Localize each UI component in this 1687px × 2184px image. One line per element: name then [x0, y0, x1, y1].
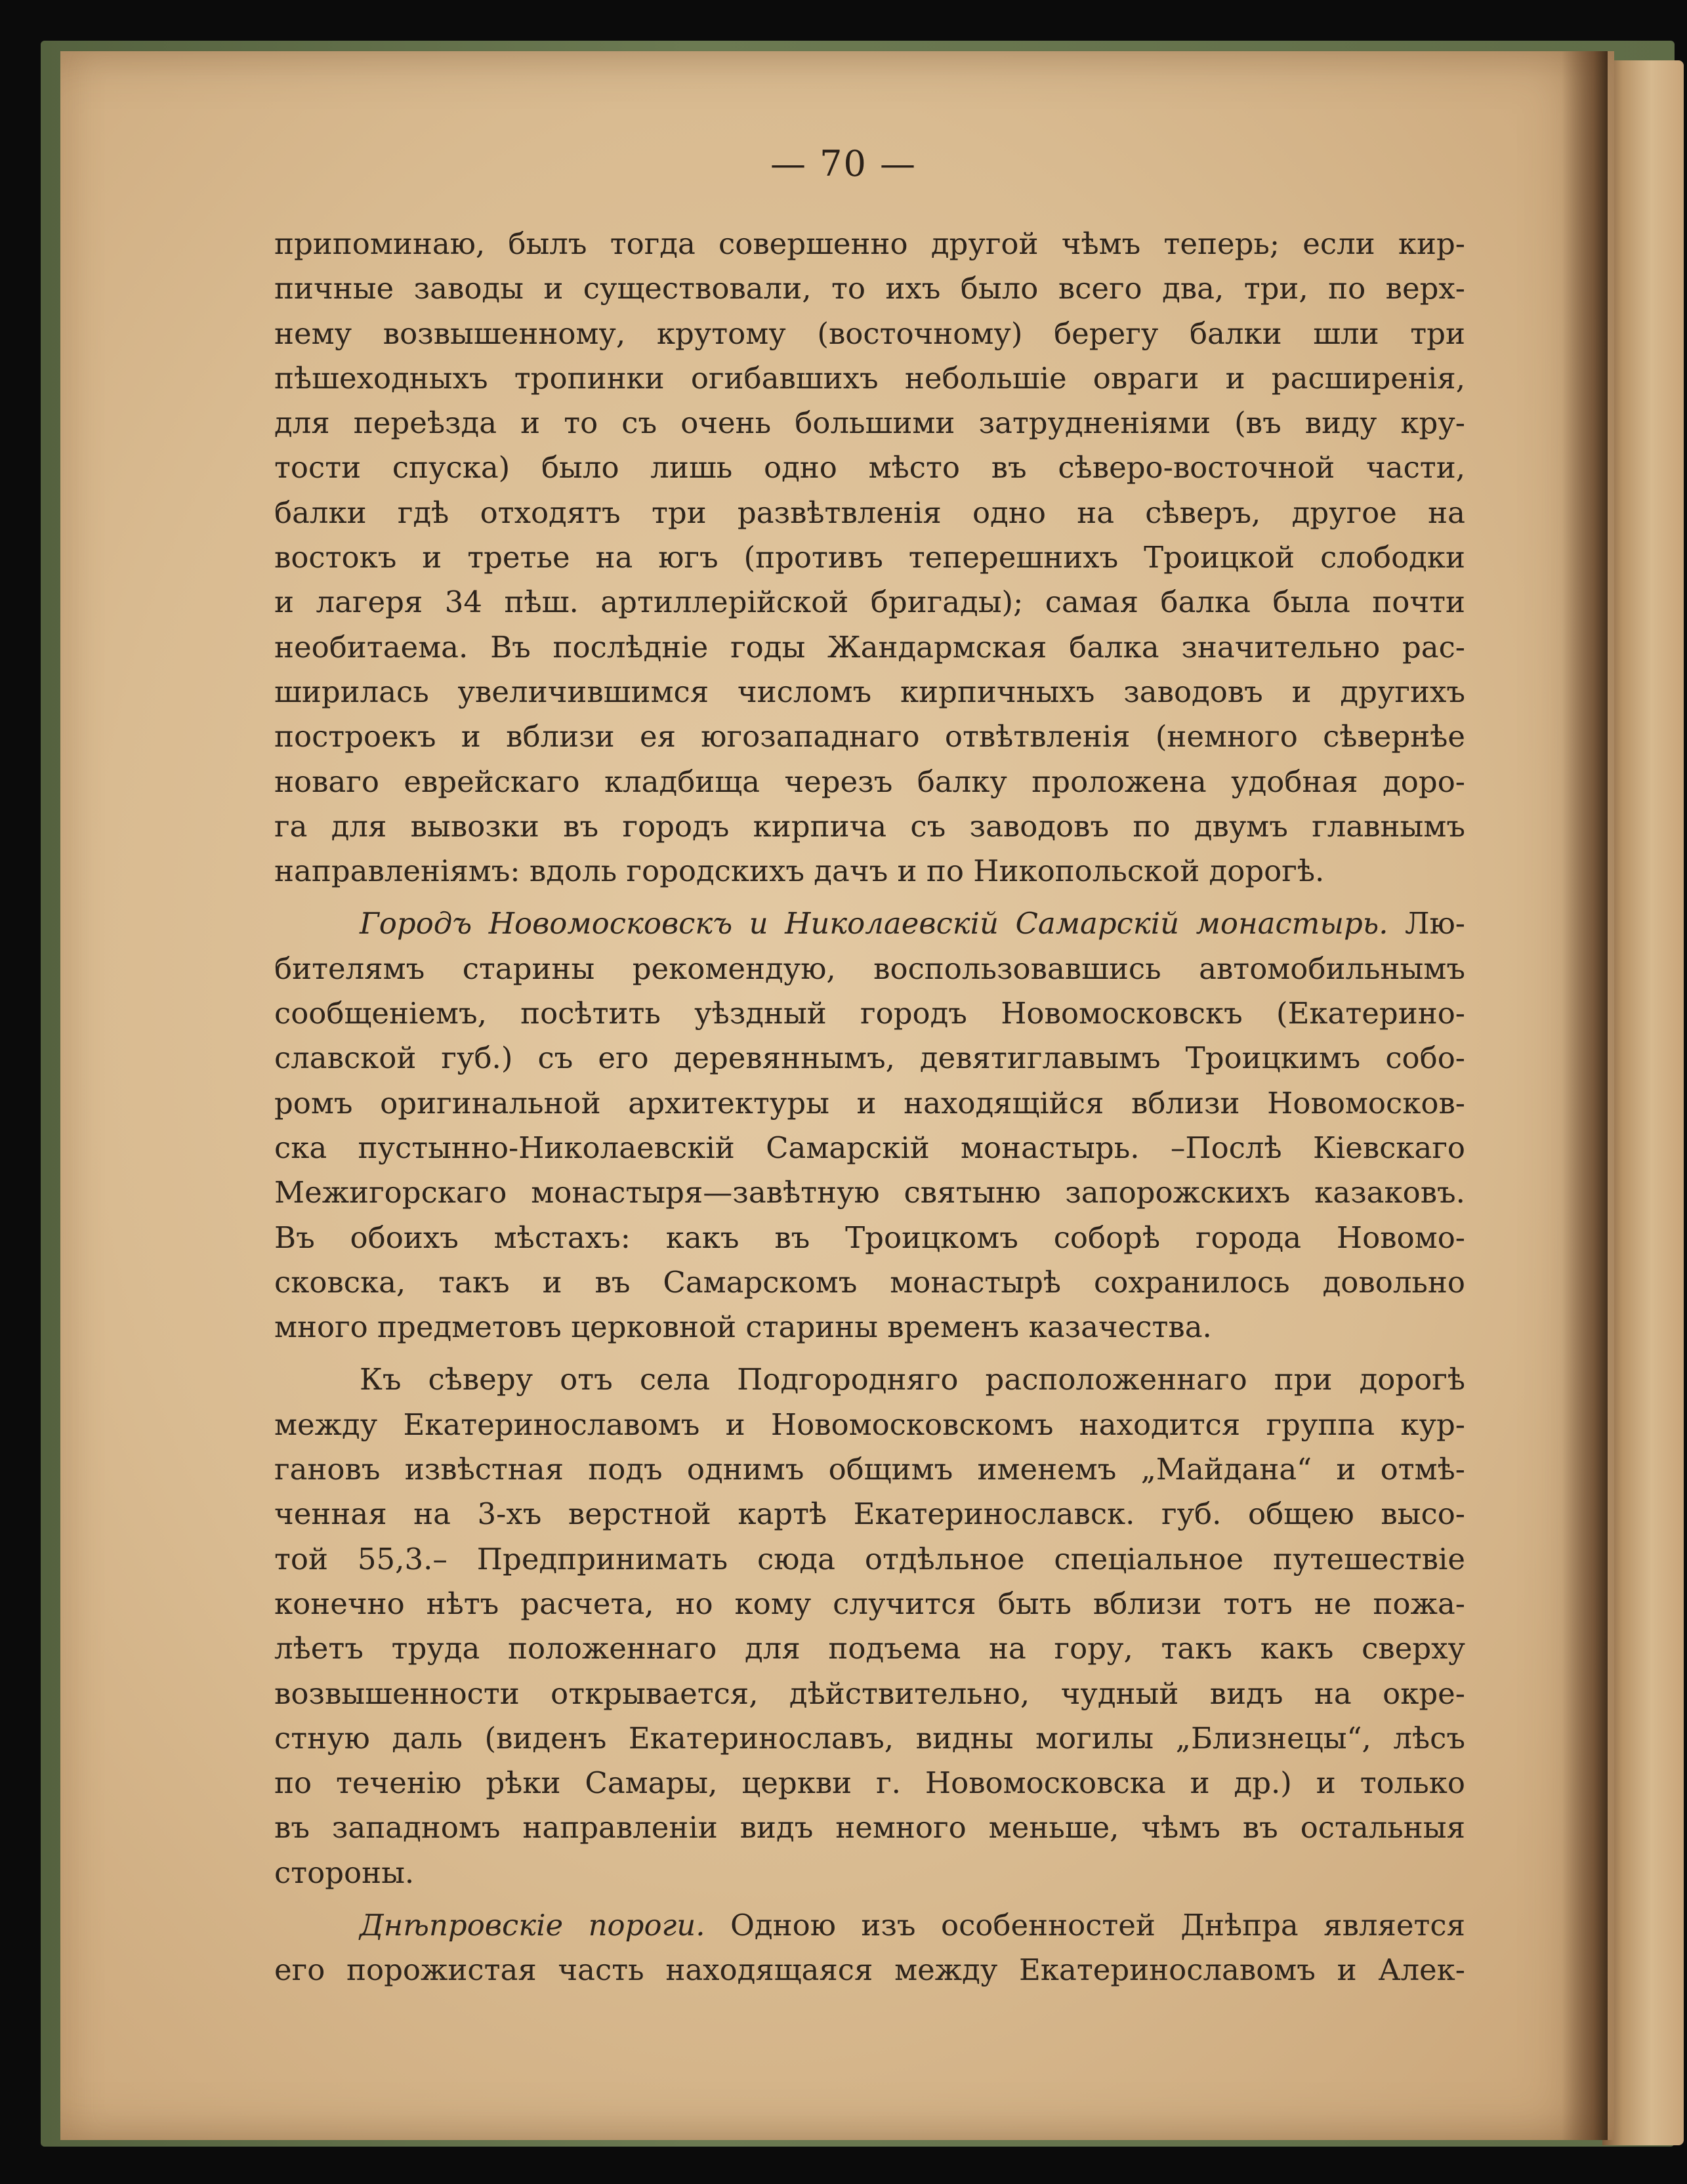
text-line: пѣшеходныхъ тропинки огибавшихъ небольшіе овраги и расширенія,: [274, 360, 1465, 396]
text-line: бителямъ старины рекомендую, воспользовавшись автомобильнымъ: [274, 951, 1465, 986]
paragraph: [274, 1903, 1465, 1993]
text-line: ромъ оригинальной архитектуры и находящійся вблизи Новомосков-: [274, 1085, 1465, 1121]
text-line: припоминаю, былъ тогда совершенно другой чѣмъ теперь; если кир-: [274, 226, 1465, 261]
text-line: Къ сѣверу отъ села Подгородняго расположеннаго при дорогѣ: [360, 1362, 1465, 1397]
paragraph: [274, 1357, 1465, 1895]
text-line: между Екатеринославомъ и Новомосковскомъ находится группа кур-: [274, 1407, 1465, 1442]
text-line: новаго еврейскаго кладбища черезъ балку проложена удобная доро-: [274, 764, 1465, 799]
text-line: для переѣзда и то съ очень большими затрудненіями (въ виду кру-: [274, 405, 1465, 441]
page-body-text: [274, 222, 1465, 1993]
text-line: построекъ и вблизи ея югозападнаго отвѣтвленія (немного сѣвернѣе: [274, 719, 1465, 754]
text-line: по теченію рѣки Самары, церкви г. Новомосковска и др.) и только: [274, 1765, 1465, 1801]
text-line: много предметовъ церковной старины временъ казачества.: [274, 1309, 1212, 1345]
paragraph: [274, 901, 1465, 1350]
text-line: сообщеніемъ, посѣтить уѣздный городъ Новомосковскъ (Екатерино-: [274, 996, 1465, 1031]
page-number: — 70 —: [770, 143, 917, 184]
text-line: возвышенности открывается, дѣйствительно, чудный видъ на окре-: [274, 1676, 1465, 1711]
text-line: востокъ и третье на югъ (противъ теперешнихъ Троицкой слободки: [274, 540, 1465, 575]
text-line: га для вывозки въ городъ кирпича съ заводовъ по двумъ главнымъ: [274, 808, 1465, 844]
text-line: стную даль (виденъ Екатеринославъ, видны могилы „Близнецы“, лѣсъ: [274, 1720, 1465, 1756]
page-gutter-shadow: [1562, 51, 1608, 2140]
text-line: необитаема. Въ послѣдніе годы Жандармская балка значительно рас-: [274, 629, 1465, 665]
text-line: направленіямъ: вдоль городскихъ дачъ и по Никопольской дорогѣ.: [274, 854, 1325, 889]
heading-continuation: Лю-: [1388, 906, 1465, 941]
text-line: [274, 901, 1465, 946]
heading-continuation: Одною изъ особенностей Днѣпра является: [705, 1907, 1466, 1943]
text-line: тости спуска) было лишь одно мѣсто въ сѣверо-восточной части,: [274, 450, 1465, 485]
section-heading: Днѣпровскіе пороги.: [360, 1907, 705, 1943]
text-line: его порожистая часть находящаяся между Екатеринославомъ и Алек-: [274, 1952, 1465, 1988]
text-line: и лагеря 34 пѣш. артиллерійской бригады); самая балка была почти: [274, 585, 1465, 620]
section-heading: Городъ Новомосковскъ и Николаевскій Самарскій монастырь.: [360, 906, 1388, 941]
text-line: конечно нѣтъ расчета, но кому случится быть вблизи тотъ не пожа-: [274, 1586, 1465, 1621]
text-line: лѣетъ труда положеннаго для подъема на гору, такъ какъ сверху: [274, 1631, 1465, 1666]
text-line: Въ обоихъ мѣстахъ: какъ въ Троицкомъ соборѣ города Новомо-: [274, 1220, 1465, 1255]
text-line: [274, 1903, 1465, 1948]
paragraph: [274, 222, 1465, 894]
text-line: пичные заводы и существовали, то ихъ было всего два, три, по верх-: [274, 271, 1465, 306]
text-line: стороны.: [274, 1855, 415, 1890]
text-line: ченная на 3-хъ верстной картѣ Екатеринославск. губ. общею высо-: [274, 1496, 1465, 1532]
text-line: Межигорскаго монастыря—завѣтную святыню запорожскихъ казаковъ.: [274, 1175, 1465, 1210]
text-line: ширилась увеличившимся числомъ кирпичныхъ заводовъ и другихъ: [274, 674, 1465, 709]
text-line: ска пустынно-Николаевскій Самарскій монастырь. –Послѣ Кіевскаго: [274, 1130, 1465, 1165]
next-page-edge: [1602, 60, 1684, 2145]
text-line: той 55,3.– Предпринимать сюда отдѣльное спеціальное путешествіе: [274, 1541, 1465, 1576]
text-line: сковска, такъ и въ Самарскомъ монастырѣ сохранилось довольно: [274, 1264, 1465, 1300]
text-line: балки гдѣ отходятъ три развѣтвленія одно на сѣверъ, другое на: [274, 495, 1465, 530]
text-line: гановъ извѣстная подъ однимъ общимъ именемъ „Майдана“ и отмѣ-: [274, 1452, 1465, 1487]
text-line: нему возвышенному, крутому (восточному) берегу балки шли три: [274, 316, 1465, 351]
text-line: славской губ.) съ его деревяннымъ, девятиглавымъ Троицкимъ собо-: [274, 1040, 1465, 1076]
text-line: въ западномъ направленіи видъ немного меньше, чѣмъ въ остальныя: [274, 1810, 1465, 1845]
